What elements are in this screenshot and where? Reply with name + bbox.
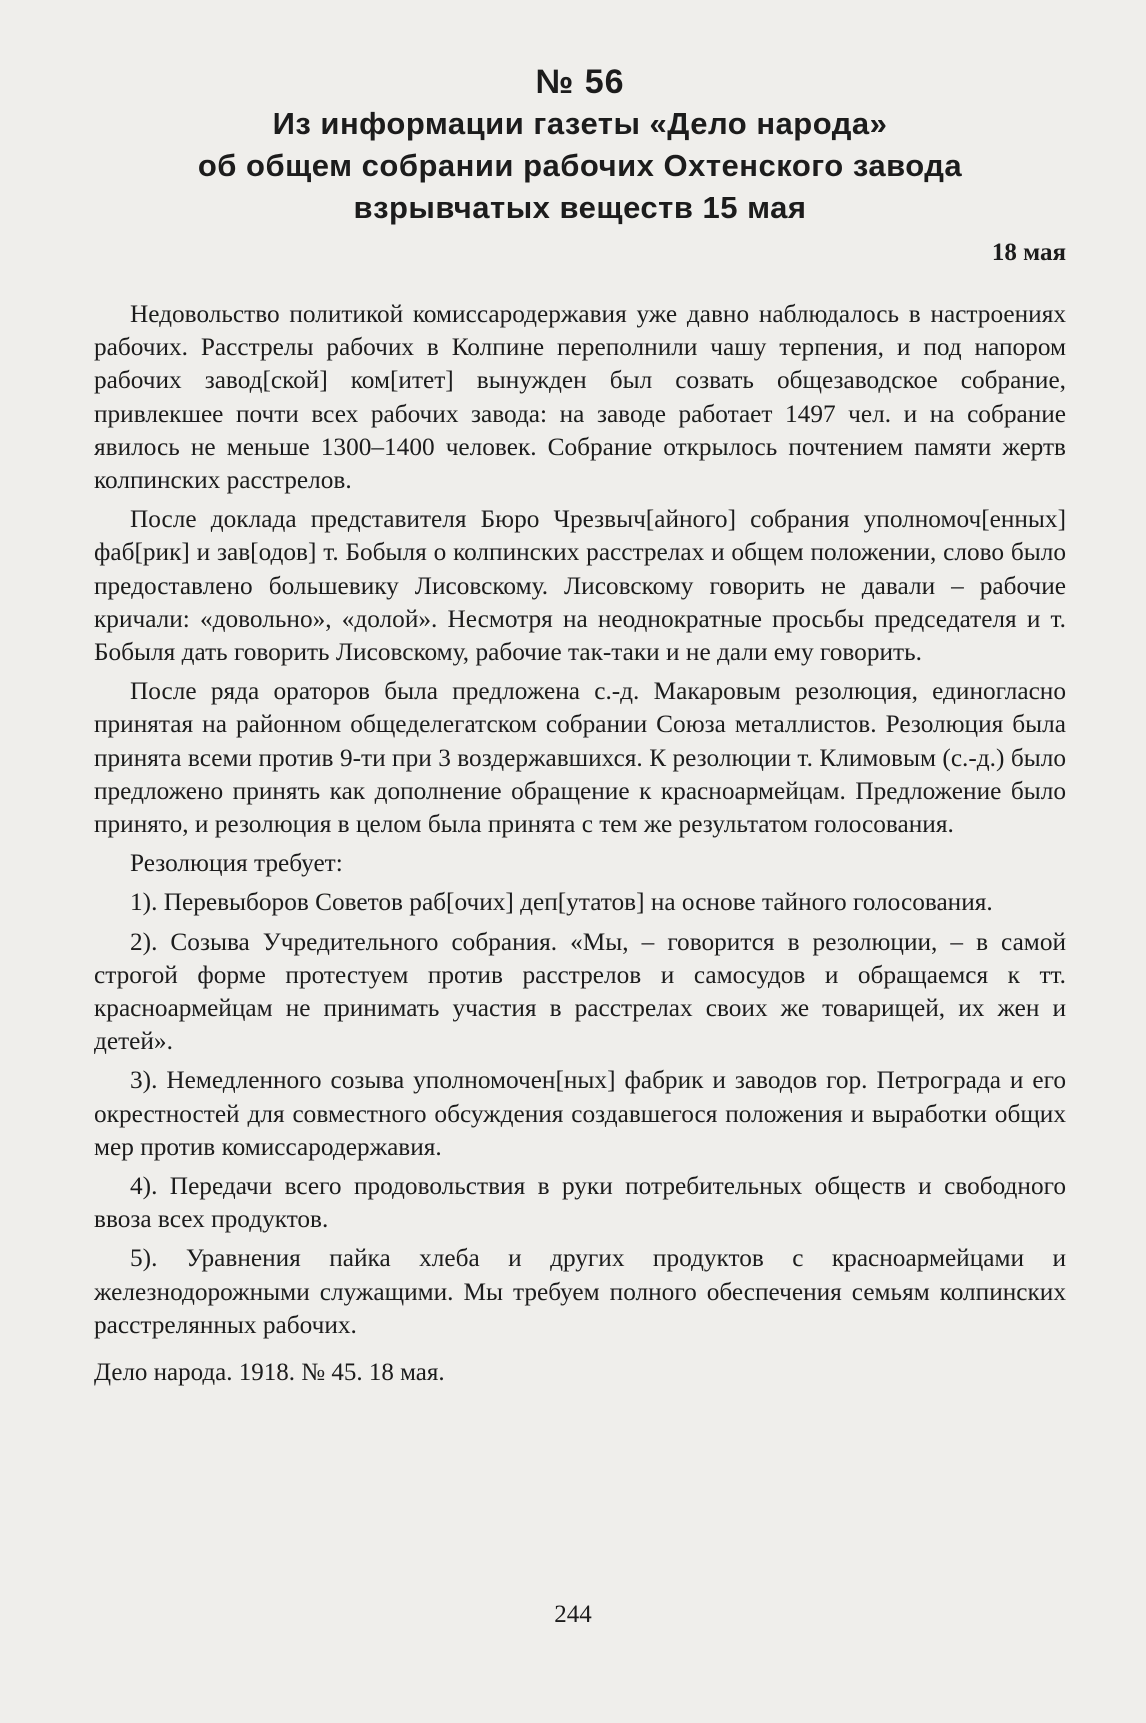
requirements-intro: Резолюция требует: (130, 849, 343, 878)
document-number: № 56 (535, 63, 625, 101)
document-title (94, 104, 1066, 228)
paragraph: Недовольство политикой комиссародержавия уже давно наблюдалось в настроениях рабочих. Расстрелы рабочих в Колпине переполнили чашу терпения, и под напором рабочих завод[ской] ком[итет] вынужден был созвать общезаводское собрание, привлекшее почти всех рабочих завода: на заводе работает 1497 чел. и на собрание явилось не меньше 1300–1400 человек. Собрание открылось почтением памяти жертв колпинских расстрелов. (94, 300, 1066, 495)
source-citation: Дело народа. 1918. № 45. 18 мая. (94, 1359, 445, 1387)
title-line: об общем собрании рабочих Охтенского завода (197, 148, 963, 183)
title-line: Из информации газеты «Дело народа» (272, 106, 888, 141)
requirement-item: 3). Немедленного созыва уполномочен[ных] фабрик и заводов гор. Петрограда и его окрестностей для совместного обсуждения создавшегося положения и выработки общих мер против комиссародержавия. (94, 1066, 1066, 1161)
document-date: 18 мая (991, 239, 1066, 266)
requirement-item: 2). Созыва Учредительного собрания. «Мы, – говорится в резолюции, – в самой строгой форме протестуем против расстрелов и самосудов и обращаемся к тт. красноармейцам не принимать участия в расстрелах своих же товарищей, их жен и детей». (94, 927, 1066, 1056)
document-body (94, 62, 1066, 1389)
requirement-item: 5). Уравнения пайка хлеба и других продуктов с красноармейцами и железнодорожными служащими. Мы требуем полного обеспечения семьям колпинских расстрелянных рабочих. (94, 1244, 1066, 1339)
requirement-item: 1). Перевыборов Советов раб[очих] деп[утатов] на основе тайного голосования. (130, 888, 993, 917)
page-number: 244 (554, 1601, 592, 1628)
paragraph: После ряда ораторов была предложена с.-д. Макаровым резолюция, единогласно принятая на районном общеделегатском собрании Союза металлистов. Резолюция была принята всеми против 9-ти при 3 воздержавшихся. К резолюции т. Климовым (с.-д.) было предложено принять как дополнение обращение к красноармейцам. Предложение было принято, и резолюция в целом была принята с тем же результатом голосования. (94, 677, 1066, 839)
requirement-item: 4). Передачи всего продовольствия в руки потребительных обществ и свободного ввоза всех продуктов. (94, 1172, 1066, 1234)
title-line: взрывчатых веществ 15 мая (353, 190, 807, 225)
requirements-list (94, 886, 1066, 1342)
paragraph: После доклада представителя Бюро Чрезвыч[айного] собрания уполномоч[енных] фаб[рик] и зав[одов] т. Бобыля о колпинских расстрелах и общем положении, слово было предоставлено большевику Лисовскому. Лисовскому говорить не давали – рабочие кричали: «довольно», «долой». Несмотря на неоднократные просьбы председателя и т. Бобыля дать говорить Лисовскому, рабочие так-таки и не дали ему говорить. (94, 505, 1066, 667)
